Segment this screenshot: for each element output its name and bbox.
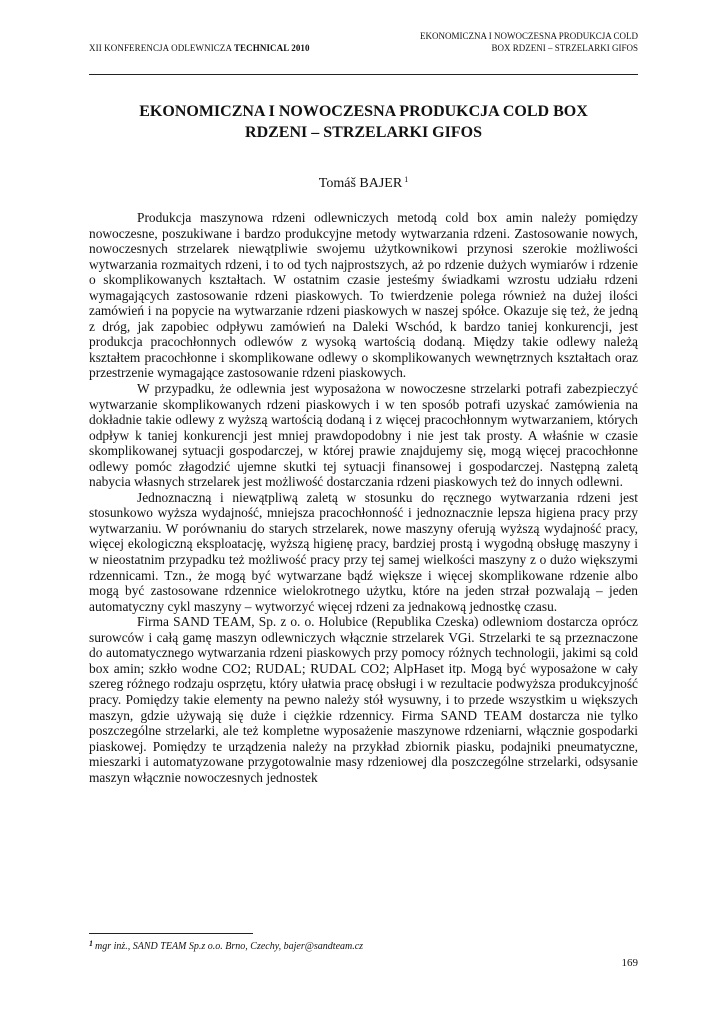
footnote-text: mgr inż., SAND TEAM Sp.z o.o. Brno, Czechy, bajer@sandteam.cz: [95, 941, 364, 952]
author-name: Tomáš BAJER: [318, 176, 403, 191]
conference-header: [89, 43, 310, 53]
header-divider: [89, 74, 638, 75]
conference-bold-name: TECHNICAL 2010: [233, 43, 310, 53]
paragraph-1: Produkcja maszynowa rdzeni odlewniczych metodą cold box amin należy pomiędzy nowoczesne, poszukiwane i bardzo produkcyjne metody wytwarzania rdzeni. Zastosowanie nowych, nowoczesnych strzelarek niewątpliwie swojemu użytkownikowi przynosi szerokie możliwości wytwarzania rozmaitych rdzeni, i to od tych najprostszych, aż po rdzenie dużych wymiarów i rdzenie o skomplikowanych kształtach. W ostatnim czasie jesteśmy świadkami wzrostu udziału rdzeni wymagających zastosowanie rdzeni piaskowych. To twierdzenie polega również na dużej ilości zamówień i na popycie na wytwarzanie rdzeni piaskowych w naszej spółce. Okazuje się też, że jedną z dróg, jak zapobiec odpływu zamówień na Daleki Wschód, k bardzo taniej konkurencji, jest produkcja pracochłonnych odlewów z wysoką wartością dodaną. Między takie odlewy należą kształtem pracochłonne i skomplikowane odlewy o skomplikowanych wewnętrznych kształtach oraz przestrzenie wymagające zastosowanie rdzeni piaskowych.: [89, 210, 638, 381]
paper-title: [89, 101, 638, 143]
running-title-line-2: BOX RDZENI – STRZELARKI GIFOS: [491, 42, 638, 53]
paper-title-line-1: EKONOMICZNA I NOWOCZESNA PRODUKCJA COLD BOX: [139, 103, 588, 120]
footnote: [89, 939, 363, 952]
paragraph-4: Firma SAND TEAM, Sp. z o. o. Holubice (Republika Czeska) odlewniom dostarcza oprócz surowców i całą gamę maszyn odlewniczych włącznie strzelarek VGi. Strzelarki te są przeznaczone do automatycznego wytwarzania rdzeni piaskowych przy pomocy różnych technologii, jakimi są cold box amin; szkło wodne CO2; RUDAL; RUDAL CO2; AlpHaset itp. Mogą być wyposażone w cały szereg różnego rodzaju osprzętu, który ułatwia pracę obsługi i w rezultacie podwyższa produkcyjność pracy. Pomiędzy takie elementy na pewno należy stół wysuwny, i to przede wszystkim u większych maszyn, gdzie używają się duże i ciężkie rdzennicy. Firma SAND TEAM dostarcza nie tylko poszczególne strzelarki, ale też kompletne wyposażenie maszynowe rdzeniarni, włącznie gospodarki piaskowej. Pomiędzy te urządzenia należy na przykład zbiornik piasku, podajniki pneumatyczne, mieszarki i automatyzowane przygotowalnie masy rdzeniowej dla poszczególne strzelarki, odsysanie maszyn włącznie nowoczesnych jednostek: [89, 614, 638, 785]
footnote-divider: [89, 933, 253, 934]
running-title-line-1: EKONOMICZNA I NOWOCZESNA PRODUKCJA COLD: [419, 31, 638, 41]
paragraph-3: Jednoznaczną i niewątpliwą zaletą w stosunku do ręcznego wytwarzania rdzeni jest stosunkowo wyższa wydajność, mniejsza pracochłonność i jednoznacznie lepsza higiena pracy przy wytwarzaniu. W porównaniu do starych strzelarek, nowe maszyny oferują wyższą wydajność pracy, więcej ekologiczną eksploatację, wyższą higienę pracy, bardziej prostą i wygodną obsługę maszyny i w nieostatnim przypadku też możliwość pracy przy tej samej wielkości maszyny z o dużo większymi rdzennicami. Tzn., że mogą być wytwarzane bądź większe i więcej skomplikowane rdzenie albo mogą być zastosowane rdzennice wielokrotnego użytku, które na jeden strzał pozwalają – jeden automatyczny cykl maszyny – wytworzyć więcej rdzeni za jednakową jednostkę czasu.: [89, 489, 638, 614]
body-text: [89, 210, 638, 785]
conference-name: XII KONFERENCJA ODLEWNICZA: [89, 43, 234, 53]
footnote-mark: 1: [89, 939, 93, 948]
author-footnote-mark: 1: [404, 175, 409, 184]
paper-title-line-2: RDZENI – STRZELARKI GIFOS: [245, 124, 482, 141]
paragraph-2: W przypadku, że odlewnia jest wyposażona w nowoczesne strzelarki potrafi zabezpieczyć wytwarzanie skomplikowanych rdzeni piaskowych i w ten sposób potrafi uzyskać zamówienia na dokładnie takie odlewy z wyższą wartością dodaną i z więcej pracochłonnym wytwarzaniem, których odpływ k taniej konkurencji jest mniej prawdopodobny i nie jest tak prosty. A właśnie w czasie skomplikowanej sytuacji gospodarczej, w której prawie znajdujemy się, mogą więcej pracochłonne odlewy pomóc złagodzić ujemne skutki tej sytuacji finansowej i gospodarczej. Następną zaletą nabycia własnych strzelarek jest możliwość dostarczania rdzeni piaskowych też do innych odlewni.: [89, 381, 638, 490]
running-title: [420, 31, 638, 54]
page-number: 169: [621, 957, 638, 969]
author-line: [89, 175, 638, 192]
